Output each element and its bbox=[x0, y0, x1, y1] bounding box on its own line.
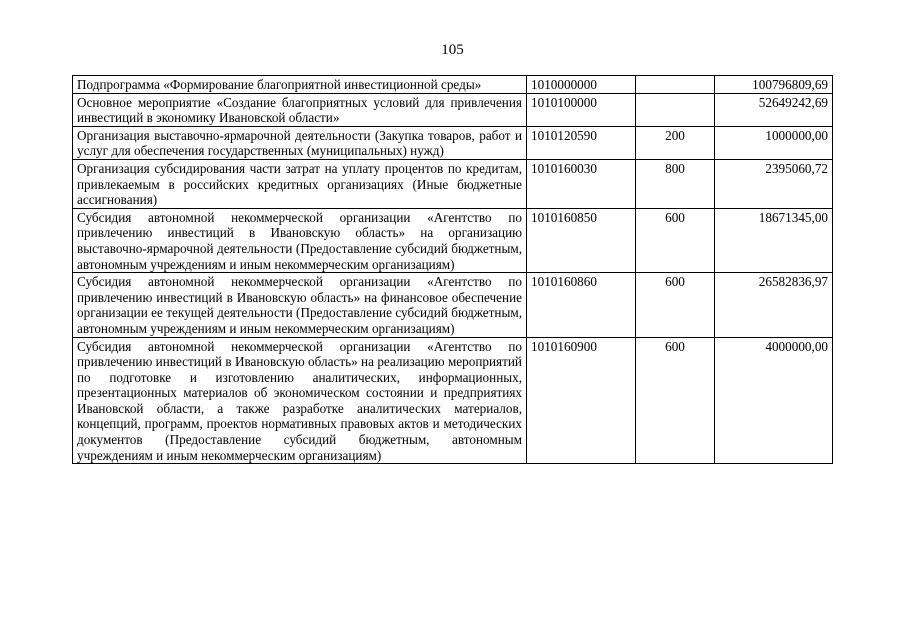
row-name: Подпрограмма «Формирование благоприятной инвестиционной среды» bbox=[73, 76, 527, 94]
row-code: 1010160900 bbox=[527, 337, 636, 464]
row-code: 1010120590 bbox=[527, 126, 636, 159]
table-row bbox=[73, 76, 833, 94]
table-row bbox=[73, 208, 833, 272]
row-name: Организация субсидирования части затрат на уплату процентов по кредитам, привлекаемым в российских кредитных организациях (Иные бюджетные ассигнования) bbox=[73, 159, 527, 208]
row-name: Организация выставочно-ярмарочной деятельности (Закупка товаров, работ и услуг для обеспечения государственных (муниципальных) нужд) bbox=[73, 126, 527, 159]
row-code: 1010000000 bbox=[527, 76, 636, 94]
row-name: Субсидия автономной некоммерческой организации «Агентство по привлечению инвестиций в Ивановскую область» на реализацию мероприятий по подготовке и изготовлению аналитических, информационных, презентационных материалов об экономическом состоянии и предприятиях Ивановской области, а также разработке аналитических материалов, концепций, программ, проектов нормативных правовых актов и методических документов (Предоставление субсидий бюджетным, автономным учреждениям и иным некоммерческим организациям) bbox=[73, 337, 527, 464]
row-name: Субсидия автономной некоммерческой организации «Агентство по привлечению инвестиций в Ивановскую область» на организацию выставочно-ярмарочной деятельности (Предоставление субсидий бюджетным, автономным учреждениям и иным некоммерческим организациям) bbox=[73, 208, 527, 272]
budget-table bbox=[72, 75, 833, 464]
row-kind bbox=[636, 93, 715, 126]
row-kind: 600 bbox=[636, 273, 715, 337]
row-sum: 18671345,00 bbox=[715, 208, 833, 272]
row-code: 1010160030 bbox=[527, 159, 636, 208]
row-kind bbox=[636, 76, 715, 94]
row-kind: 200 bbox=[636, 126, 715, 159]
row-kind: 600 bbox=[636, 337, 715, 464]
row-kind: 800 bbox=[636, 159, 715, 208]
row-sum: 4000000,00 bbox=[715, 337, 833, 464]
row-kind: 600 bbox=[636, 208, 715, 272]
row-sum: 1000000,00 bbox=[715, 126, 833, 159]
row-code: 1010160860 bbox=[527, 273, 636, 337]
table-row bbox=[73, 93, 833, 126]
row-name: Основное мероприятие «Создание благоприятных условий для привлечения инвестиций в экономику Ивановской области» bbox=[73, 93, 527, 126]
row-sum: 2395060,72 bbox=[715, 159, 833, 208]
row-name: Субсидия автономной некоммерческой организации «Агентство по привлечению инвестиций в Ивановскую область» на финансовое обеспечение организации ее текущей деятельности (Предоставление субсидий бюджетным, автономным учреждениям и иным некоммерческим организациям) bbox=[73, 273, 527, 337]
page-number: 105 bbox=[441, 42, 464, 58]
row-code: 1010100000 bbox=[527, 93, 636, 126]
table-row bbox=[73, 159, 833, 208]
row-sum: 100796809,69 bbox=[715, 76, 833, 94]
table-row bbox=[73, 273, 833, 337]
row-code: 1010160850 bbox=[527, 208, 636, 272]
row-sum: 52649242,69 bbox=[715, 93, 833, 126]
table-row bbox=[73, 337, 833, 464]
table-row bbox=[73, 126, 833, 159]
row-sum: 26582836,97 bbox=[715, 273, 833, 337]
